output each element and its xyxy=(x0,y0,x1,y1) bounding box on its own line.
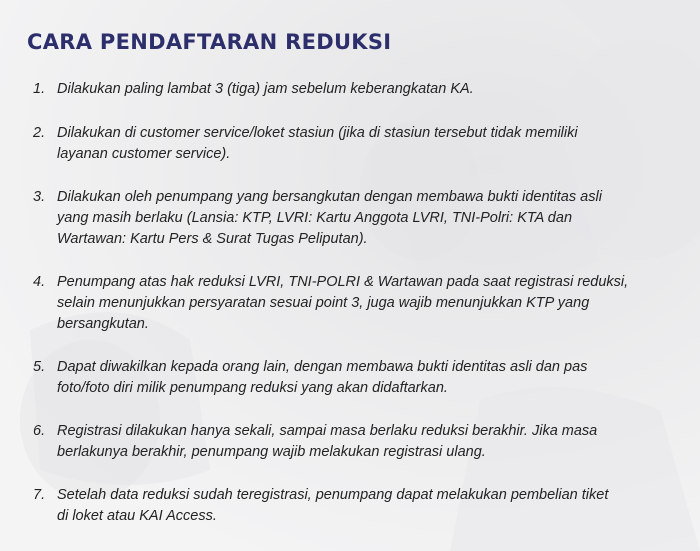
step-text: Registrasi dilakukan hanya sekali, sampai masa berlaku reduksi berakhir. Jika masa berlakunya berakhir, penumpang wajib melakukan registrasi ulang. xyxy=(57,423,598,460)
step-number: 7. xyxy=(33,487,46,503)
step-text: Dilakukan di customer service/loket stasiun (jika di stasiun tersebut tidak memiliki layanan customer service). xyxy=(57,125,578,162)
step-text: Setelah data reduksi sudah teregistrasi, penumpang dapat melakukan pembelian tiket di loket atau KAI Access. xyxy=(57,487,609,524)
step-number: 5. xyxy=(33,359,46,375)
step-text: Dilakukan paling lambat 3 (tiga) jam sebelum keberangkatan KA. xyxy=(57,81,474,97)
step-number: 1. xyxy=(33,81,46,97)
step-number: 4. xyxy=(33,274,46,290)
step-number: 3. xyxy=(33,189,46,205)
step-text: Dapat diwakilkan kepada orang lain, dengan membawa bukti identitas asli dan pas foto/foto diri milik penumpang reduksi yang akan didaftarkan. xyxy=(57,359,588,396)
step-text: Penumpang atas hak reduksi LVRI, TNI-POLRI & Wartawan pada saat registrasi reduksi, selain menunjukkan persyaratan sesuai point 3, juga wajib menunjukkan KTP yang bersangkutan. xyxy=(57,274,629,332)
step-number: 2. xyxy=(33,125,46,141)
page-title: CARA PENDAFTARAN REDUKSI xyxy=(27,30,392,54)
step-text: Dilakukan oleh penumpang yang bersangkutan dengan membawa bukti identitas asli yang masih berlaku (Lansia: KTP, LVRI: Kartu Anggota LVRI, TNI-Polri: KTA dan Wartawan: Kartu Pers & Surat Tugas Peliputan). xyxy=(57,189,602,247)
step-number: 6. xyxy=(33,423,46,439)
